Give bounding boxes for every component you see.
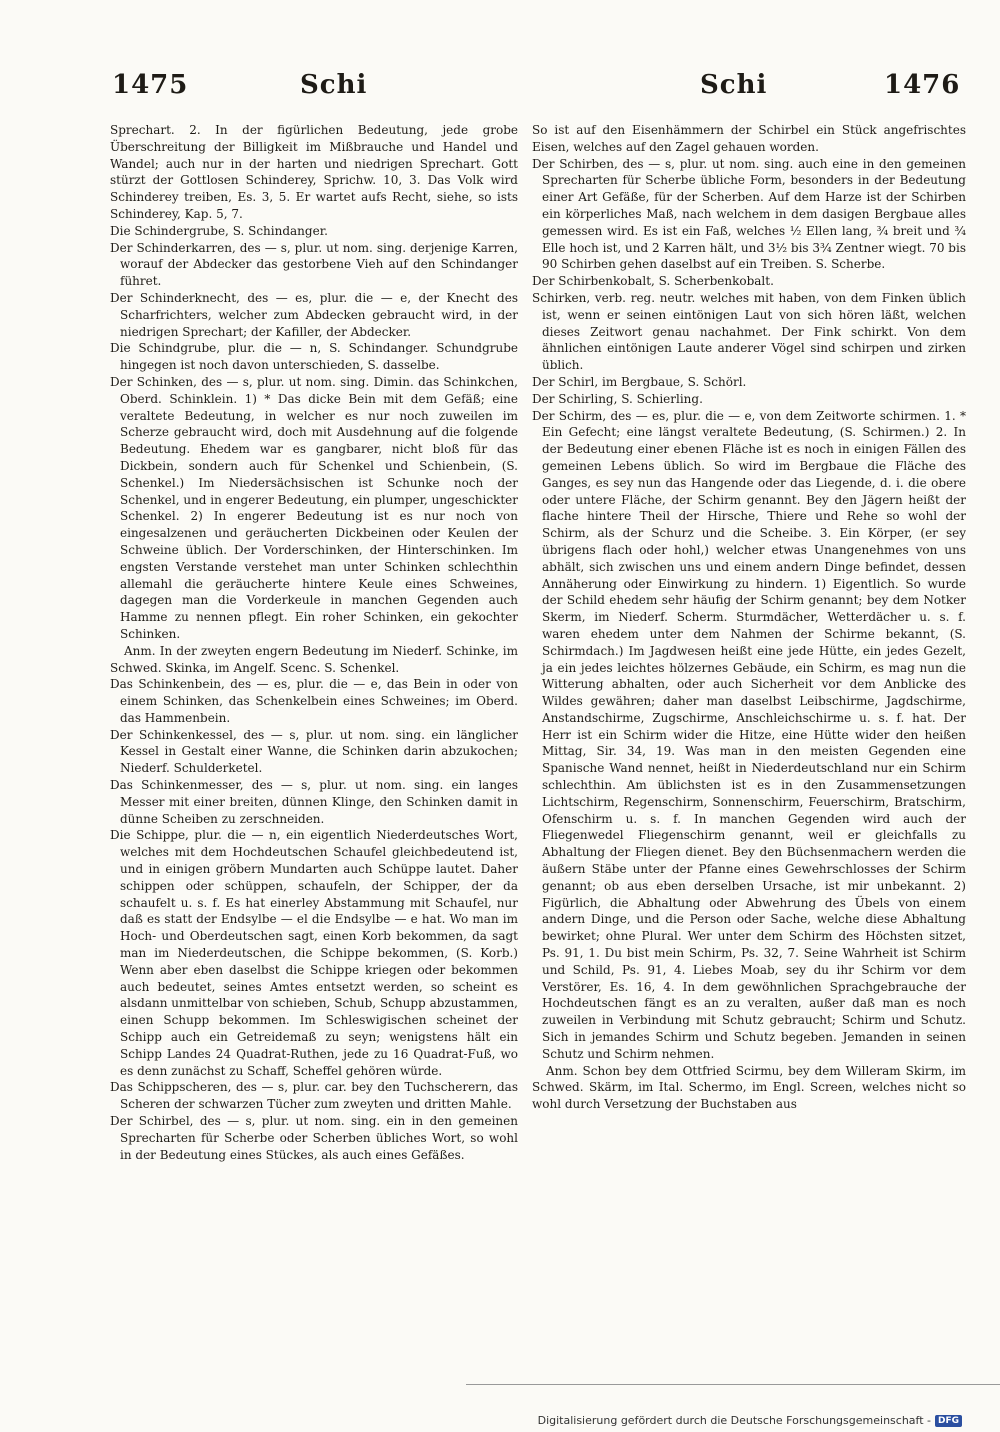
dictionary-entry: Der Schirben, des — s, plur. ut nom. sing. auch eine in den gemeinen Sprecharten für Scherbe übliche Form, besonders in der Bedeutung einer Art Gefäße, für der Scherben. Auf dem Harze ist der Schirben ein körperliches Maß, nach welchem in dem dasigen Bergbaue alles gemessen wird. Es ist ein Faß, welches ½ Ellen lang, ¾ breit und ¾ Elle hoch ist, und 2 Karren hält, und 3½ bis 3¾ Zentner wiegt. 70 bis 90 Schirben gehen daselbst auf ein Treiben. S. Scherbe.	[532, 156, 966, 272]
dictionary-entry: Der Schinkenkessel, des — s, plur. ut nom. sing. ein länglicher Kessel in Gestalt einer Wanne, die Schinken darin abzukochen; Niederf. Schulderketel.	[110, 727, 518, 776]
page-number-left: 1475	[112, 70, 189, 100]
left-column	[110, 122, 518, 1163]
dictionary-entry: Das Schinkenbein, des — es, plur. die — e, das Bein in oder von einem Schinken, das Schenkelbein eines Schweines; im Oberd. das Hammenbein.	[110, 677, 518, 725]
dictionary-entry: Der Schirling, S. Schierling.	[532, 391, 703, 406]
dictionary-entry: Der Schinderkarren, des — s, plur. ut nom. sing. derjenige Karren, worauf der Abdecker das gestorbene Vieh auf den Schindanger führet.	[110, 240, 518, 289]
page-number-right: 1476	[884, 70, 961, 100]
entry-continuation: Sprechart. 2. In der figürlichen Bedeutung, jede grobe Überschreitung der Billigkeit im Mißbrauche und Handel und Wandel; auch nur in der harten und niedrigen Sprechart. Gott stürzt der Gottlosen Schinderey, Sprichw. 10, 3. Das Volk wird Schinderey treiben, Es. 3, 5. Er wartet aufs Recht, siehe, so ists Schinderey, Kap. 5, 7.	[110, 123, 518, 221]
right-column	[532, 122, 966, 1113]
dictionary-entry: Der Schinderknecht, des — es, plur. die — e, der Knecht des Scharfrichters, welcher zum Abdecken gebraucht wird, in der niedrigen Sprechart; der Kafiller, der Abdecker.	[110, 290, 518, 339]
etymology-note: Anm. In der zweyten engern Bedeutung im Niederf. Schinke, im Schwed. Skinka, im Angelf. Scenc. S. Schenkel.	[110, 643, 518, 675]
dictionary-entry: Der Schinken, des — s, plur. ut nom. sing. Dimin. das Schinkchen, Oberd. Schinklein. 1) * Das dicke Bein mit dem Gefäß; eine veraltete Bedeutung, in welcher es nur noch zuweilen im Scherze gebraucht wird, doch mit Ausdehnung auf die folgende Bedeutung. Ehedem war es gangbarer, nicht bloß für das Dickbein, sondern auch für Schenkel und Schienbein, (S. Schenkel.) Im Niedersächsischen ist Schunke noch der Schenkel, und in engerer Bedeutung, ein plumper, ungeschickter Schenkel. 2) In engerer Bedeutung ist es nur noch von eingesalzenen und geräucherten Dickbeinen oder Keulen der Schweine üblich. Der Vorderschinken, der Hinterschinken. Im engsten Verstande verstehet man unter Schinken schlechthin allemahl die geräucherte hintere Keule eines Schweines, dagegen man die Vorderkeule in manchen Gegenden auch Hamme zu nennen pflegt. Ein roher Schinken, ein gekochter Schinken.	[110, 374, 518, 641]
dictionary-entry: Das Schinkenmesser, des — s, plur. ut nom. sing. ein langes Messer mit einer breiten, dünnen Klinge, den Schinken damit in dünne Scheiben zu zerschneiden.	[110, 778, 518, 826]
footer-rule	[466, 1384, 1000, 1385]
dictionary-entry: Die Schindergrube, S. Schindanger.	[110, 223, 328, 238]
etymology-note: Anm. Schon bey dem Ottfried Scirmu, bey dem Willeram Skirm, im Schwed. Skärm, im Ital. Schermo, im Engl. Screen, welches nicht so wohl durch Versetzung der Buchstaben aus	[532, 1063, 966, 1112]
dictionary-entry: Schirken, verb. reg. neutr. welches mit haben, von dem Finken üblich ist, wenn er seinen eintönigen Laut von sich hören läßt, welchen dieses Zeitwort genau nachahmet. Der Fink schirkt. Von dem ähnlichen eintönigen Laute anderer Vögel sind schirpen und zirken üblich.	[532, 290, 966, 373]
dictionary-entry: Der Schirm, des — es, plur. die — e, von dem Zeitworte schirmen. 1. * Ein Gefecht; eine längst veraltete Bedeutung, (S. Schirmen.) 2. In der Bedeutung einer ebenen Fläche ist es noch in einigen Fällen des gemeinen Lebens üblich. So wird im Bergbaue die Fläche des Ganges, es sey nun das Hangende oder das Liegende, d. i. die obere oder untere Fläche, der Schirm genannt. Bey den Jägern heißt der flache hintere Theil der Hirsche, Thiere und Rehe so wohl der Schirm, als der Schurz und die Scheibe. 3. Ein Körper, (er sey übrigens flach oder hohl,) welcher etwas Unangenehmes von uns abhält, sich zwischen uns und einem andern Dinge befindet, dessen Annäherung oder Einwirkung zu hindern. 1) Eigentlich. So wurde der Schild ehedem sehr häufig der Schirm genannt; bey dem Notker Skerm, im Niederf. Scherm. Sturmdächer, Wetterdächer u. s. f. waren ehedem unter dem Nahmen der Schirme bekannt, (S. Schirmdach.) Im Jagdwesen heißt eine jede Hütte, ein jedes Gezelt, ja ein jedes leichtes hölzernes Gebäude, ein Schirm, es mag nun die Witterung abhalten, oder auch Sicherheit vor dem Anblicke des Wildes gewähren; daher man daselbst Leibschirme, Jagdschirme, Anstandschirme, Zugschirme, Anschleichschirme u. s. f. hat. Der Herr ist ein Schirm wider die Hitze, eine Hütte wider den heißen Mittag, Sir. 34, 19. Was man in den meisten Gegenden eine Spanische Wand nennet, heißt in Niederdeutschland nur ein Schirm schlechthin. Am üblichsten ist es in den Zusammensetzungen Lichtschirm, Regenschirm, Sonnenschirm, Feuerschirm, Bratschirm, Ofenschirm u. s. f. In manchen Gegenden wird auch der Fliegenwedel Fliegenschirm genannt, weil er gleichfalls zu Abhaltung der Fliegen dienet. Bey den Büchsenmachern werden die äußern Stäbe unter der Pfanne eines Gewehrschlosses der Schirm genannt; ob aus eben derselben Ursache, ist mir unbekannt. 2) Figürlich, die Abhaltung oder Abwehrung des Übels von einem andern Dinge, und die Person oder Sache, welche diese Abhaltung bewirket; ohne Plural. Wer unter dem Schirm des Höchsten sitzet, Ps. 91, 1. Du bist mein Schirm, Ps. 32, 7. Seine Wahrheit ist Schirm und Schild, Ps. 91, 4. Liebes Moab, sey du ihr Schirm vor dem Verstörer, Es. 16, 4. In dem gewöhnlichen Sprachgebrauche der Hochdeutschen fängt es an zu veralten, außer daß man es noch zuweilen in Verbindung mit Schutz gebraucht; Schirm und Schutz. Sich in jemandes Schirm und Schutz begeben. Jemanden in seinen Schutz und Schirm nehmen.	[532, 408, 966, 1061]
dictionary-entry: Der Schirbel, des — s, plur. ut nom. sing. ein in den gemeinen Sprecharten für Scherbe oder Scherben übliches Wort, so wohl in der Bedeutung eines Stückes, als auch eines Gefäßes.	[110, 1114, 518, 1162]
entry-continuation: So ist auf den Eisenhämmern der Schirbel ein Stück angefrischtes Eisen, welches auf den Zagel gehauen worden.	[532, 123, 966, 154]
dictionary-entry: Der Schirbenkobalt, S. Scherbenkobalt.	[532, 274, 774, 289]
running-head-right: Schi	[700, 70, 768, 100]
dictionary-entry: Der Schirl, im Bergbaue, S. Schörl.	[532, 374, 747, 389]
running-head-left: Schi	[300, 70, 368, 100]
dfg-logo: DFG	[935, 1415, 962, 1427]
footer-credit: Digitalisierung gefördert durch die Deutsche Forschungsgemeinschaft -	[537, 1414, 931, 1427]
footer	[538, 1414, 962, 1427]
dictionary-entry: Die Schippe, plur. die — n, ein eigentlich Niederdeutsches Wort, welches mit dem Hochdeutschen Schaufel gleichbedeutend ist, und in einigen gröbern Mundarten auch Schüppe lautet. Daher schippen oder schüppen, schaufeln, der Schipper, der da schaufelt u. s. f. Es hat einerley Abstammung mit Schaufel, nur daß es statt der Endsylbe — el die Endsylbe — e hat. Wo man im Hoch- und Oberdeutschen sagt, einen Korb bekommen, da sagt man im Niederdeutschen, die Schippe bekommen, (S. Korb.) Wenn aber eben daselbst die Schippe kriegen oder bekommen auch bedeutet, seines Amtes entsetzt werden, so scheint es alsdann unmittelbar von schieben, Schub, Schupp abzustammen, einen Schupp bekommen. Im Schleswigischen scheinet der Schipp auch ein Getreidemaß zu seyn; wenigstens hält ein Schipp Landes 24 Quadrat-Ruthen, jede zu 16 Quadrat-Fuß, wo es denn zunächst zu Schaff, Scheffel gehören würde.	[110, 828, 518, 1078]
dictionary-entry: Das Schippscheren, des — s, plur. car. bey den Tuchscherern, das Scheren der schwarzen Tücher zum zweyten und dritten Mahle.	[110, 1080, 518, 1112]
dictionary-entry: Die Schindgrube, plur. die — n, S. Schindanger. Schundgrube hingegen ist noch davon unterschieden, S. dasselbe.	[110, 341, 518, 373]
